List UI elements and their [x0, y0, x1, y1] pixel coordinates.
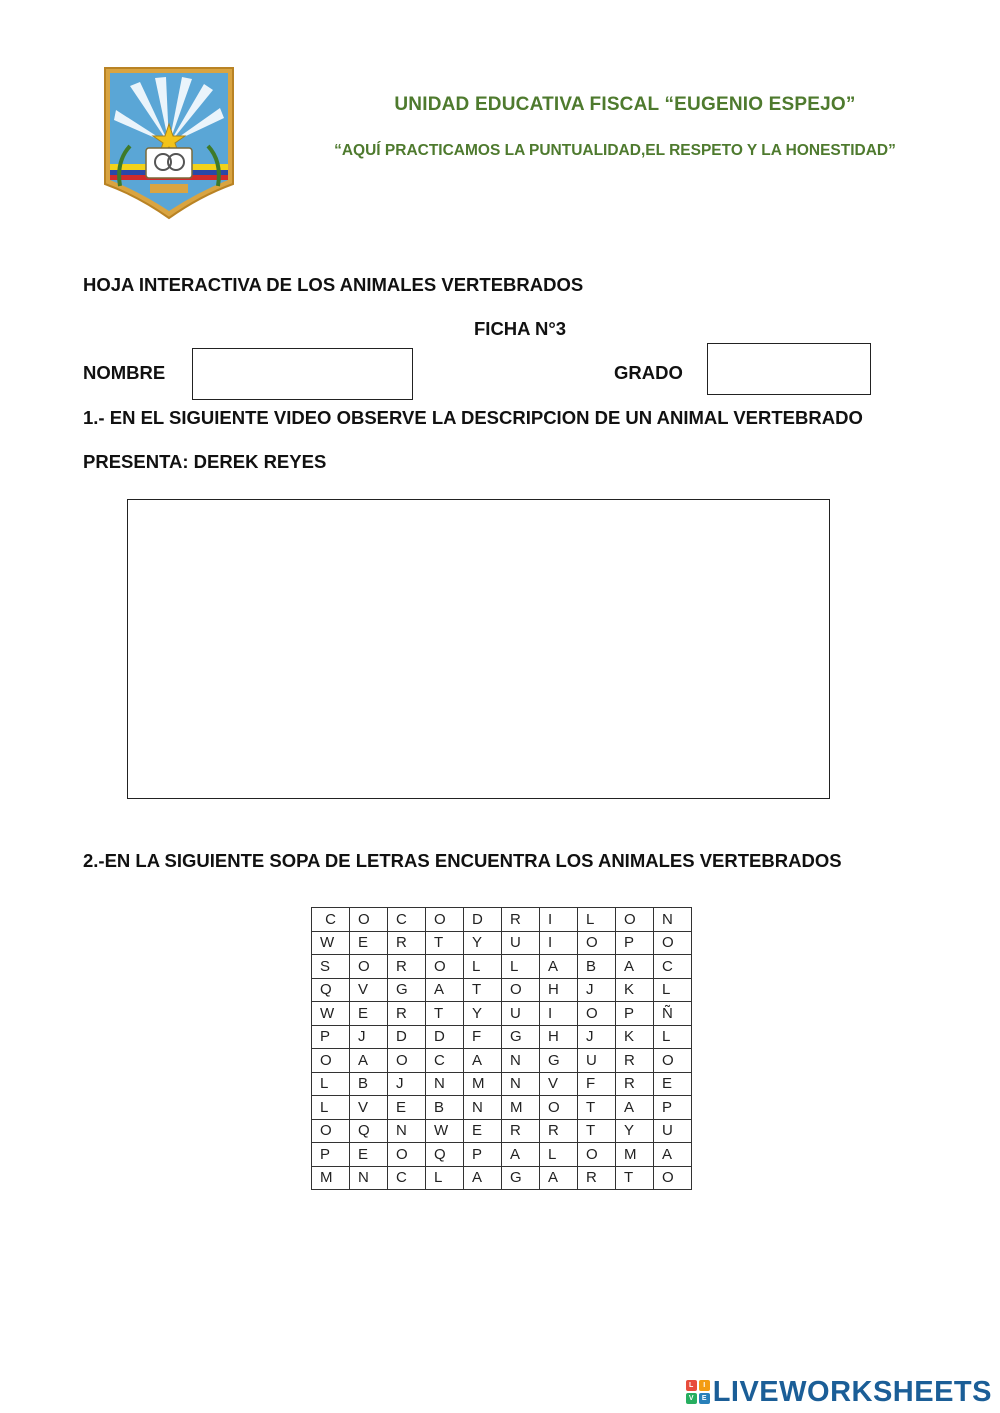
word-search-cell[interactable]: O — [426, 955, 464, 979]
word-search-cell[interactable]: I — [540, 1002, 578, 1026]
word-search-cell[interactable]: N — [502, 1072, 540, 1096]
word-search-cell[interactable]: K — [616, 1025, 654, 1049]
word-search-cell[interactable]: T — [426, 931, 464, 955]
brand-text: LIVEWORKSHEETS — [712, 1375, 992, 1408]
name-input-box[interactable] — [192, 348, 413, 400]
school-crest-logo — [100, 66, 238, 220]
word-search-cell[interactable]: J — [578, 1025, 616, 1049]
word-search-cell[interactable]: O — [578, 1002, 616, 1026]
word-search-cell[interactable]: A — [540, 955, 578, 979]
school-motto: “AQUÍ PRACTICAMOS LA PUNTUALIDAD,EL RESPETO Y LA HONESTIDAD” — [334, 142, 896, 159]
word-search-cell[interactable]: A — [654, 1143, 692, 1167]
word-search-cell[interactable]: B — [350, 1072, 388, 1096]
word-search-cell[interactable]: E — [350, 1143, 388, 1167]
word-search-cell[interactable]: R — [502, 908, 540, 932]
word-search-row — [312, 908, 692, 932]
word-search-cell[interactable]: A — [464, 1049, 502, 1073]
word-search-cell[interactable]: Ñ — [654, 1002, 692, 1026]
word-search-cell[interactable]: J — [350, 1025, 388, 1049]
word-search-cell[interactable]: L — [426, 1166, 464, 1190]
word-search-row — [312, 1096, 692, 1120]
word-search-cell[interactable]: O — [654, 1049, 692, 1073]
word-search-cell[interactable]: N — [426, 1072, 464, 1096]
word-search-row — [312, 1166, 692, 1190]
word-search-cell[interactable]: O — [654, 931, 692, 955]
word-search-cell[interactable]: Q — [350, 1119, 388, 1143]
word-search-cell[interactable]: J — [578, 978, 616, 1002]
brand-letter: I — [699, 1380, 710, 1391]
word-search-cell[interactable]: A — [540, 1166, 578, 1190]
word-search-cell[interactable]: M — [312, 1166, 350, 1190]
word-search-cell[interactable]: L — [654, 978, 692, 1002]
word-search-cell[interactable]: T — [578, 1119, 616, 1143]
grade-label: GRADO — [614, 362, 683, 383]
word-search-cell[interactable]: A — [426, 978, 464, 1002]
word-search-cell[interactable]: R — [616, 1049, 654, 1073]
word-search-cell[interactable]: B — [578, 955, 616, 979]
word-search-cell[interactable]: N — [388, 1119, 426, 1143]
word-search-row — [312, 978, 692, 1002]
word-search-cell[interactable]: D — [464, 908, 502, 932]
word-search-grid — [311, 907, 692, 1190]
word-search-cell[interactable]: M — [464, 1072, 502, 1096]
word-search-cell[interactable]: N — [502, 1049, 540, 1073]
word-search-cell[interactable]: A — [616, 955, 654, 979]
word-search-cell[interactable]: E — [350, 931, 388, 955]
word-search-cell[interactable]: T — [464, 978, 502, 1002]
word-search-cell[interactable]: R — [540, 1119, 578, 1143]
word-search-cell[interactable]: F — [578, 1072, 616, 1096]
word-search-cell[interactable]: O — [388, 1049, 426, 1073]
word-search-cell[interactable]: Y — [464, 1002, 502, 1026]
word-search-cell[interactable]: R — [388, 931, 426, 955]
word-search-cell[interactable]: O — [388, 1143, 426, 1167]
video-frame[interactable] — [127, 499, 830, 799]
word-search-row — [312, 955, 692, 979]
word-search-cell[interactable]: G — [502, 1025, 540, 1049]
word-search-cell[interactable]: L — [540, 1143, 578, 1167]
word-search-cell[interactable]: N — [350, 1166, 388, 1190]
word-search-cell[interactable]: L — [654, 1025, 692, 1049]
word-search-cell[interactable]: P — [464, 1143, 502, 1167]
word-search-cell[interactable]: E — [350, 1002, 388, 1026]
word-search-cell[interactable]: R — [388, 955, 426, 979]
word-search-cell[interactable]: O — [616, 908, 654, 932]
word-search-cell[interactable]: E — [464, 1119, 502, 1143]
word-search-row — [312, 931, 692, 955]
word-search-cell[interactable]: P — [312, 1143, 350, 1167]
word-search-cell[interactable]: C — [426, 1049, 464, 1073]
word-search-cell[interactable]: G — [502, 1166, 540, 1190]
word-search-cell[interactable]: A — [502, 1143, 540, 1167]
word-search-cell[interactable]: R — [502, 1119, 540, 1143]
word-search-cell[interactable]: I — [540, 931, 578, 955]
word-search-cell[interactable]: O — [578, 931, 616, 955]
word-search-cell[interactable]: V — [350, 978, 388, 1002]
grade-input-box[interactable] — [707, 343, 871, 395]
name-label: NOMBRE — [83, 362, 166, 383]
word-search-cell[interactable]: R — [616, 1072, 654, 1096]
word-search-cell[interactable]: G — [540, 1049, 578, 1073]
word-search-cell[interactable]: V — [350, 1096, 388, 1120]
word-search-cell[interactable]: Y — [464, 931, 502, 955]
presenter-label: PRESENTA: DEREK REYES — [83, 451, 327, 472]
word-search-cell[interactable]: C — [654, 955, 692, 979]
word-search-cell[interactable]: Q — [426, 1143, 464, 1167]
word-search-cell[interactable]: A — [616, 1096, 654, 1120]
word-search-cell[interactable]: W — [312, 931, 350, 955]
word-search-cell[interactable]: U — [578, 1049, 616, 1073]
brand-blocks-icon — [686, 1380, 710, 1404]
word-search-cell[interactable]: O — [350, 955, 388, 979]
word-search-cell[interactable]: E — [388, 1096, 426, 1120]
sheet-number: FICHA N°3 — [474, 318, 567, 339]
word-search-cell[interactable]: U — [502, 1002, 540, 1026]
word-search-cell[interactable]: L — [312, 1072, 350, 1096]
word-search-cell[interactable]: L — [312, 1096, 350, 1120]
word-search-cell[interactable]: I — [540, 908, 578, 932]
word-search-cell[interactable]: M — [616, 1143, 654, 1167]
word-search-cell[interactable]: T — [616, 1166, 654, 1190]
word-search-cell[interactable]: L — [502, 955, 540, 979]
word-search-cell[interactable]: F — [464, 1025, 502, 1049]
word-search-cell[interactable]: L — [464, 955, 502, 979]
word-search-cell[interactable]: M — [502, 1096, 540, 1120]
word-search-cell[interactable]: R — [388, 1002, 426, 1026]
word-search-row — [312, 1143, 692, 1167]
brand-letter: V — [686, 1393, 697, 1404]
word-search-cell[interactable]: O — [578, 1143, 616, 1167]
word-search-row — [312, 1002, 692, 1026]
word-search-cell[interactable]: T — [426, 1002, 464, 1026]
word-search-cell[interactable]: O — [654, 1166, 692, 1190]
word-search-row — [312, 1119, 692, 1143]
word-search-cell[interactable]: O — [350, 908, 388, 932]
question-1: 1.- EN EL SIGUIENTE VIDEO OBSERVE LA DESCRIPCION DE UN ANIMAL VERTEBRADO — [83, 407, 863, 428]
word-search-cell[interactable]: K — [616, 978, 654, 1002]
word-search-cell[interactable]: U — [502, 931, 540, 955]
liveworksheets-logo — [686, 1372, 992, 1412]
word-search-cell[interactable]: C — [388, 1166, 426, 1190]
word-search-cell[interactable]: P — [654, 1096, 692, 1120]
word-search-cell[interactable]: H — [540, 1025, 578, 1049]
worksheet-title: HOJA INTERACTIVA DE LOS ANIMALES VERTEBRADOS — [83, 274, 584, 295]
word-search-cell[interactable]: P — [616, 931, 654, 955]
word-search-cell[interactable]: O — [426, 908, 464, 932]
brand-letter: L — [686, 1380, 697, 1391]
word-search-row — [312, 1049, 692, 1073]
word-search-cell[interactable]: B — [426, 1096, 464, 1120]
word-search-row — [312, 1025, 692, 1049]
word-search-cell[interactable]: D — [388, 1025, 426, 1049]
word-search-cell[interactable]: P — [616, 1002, 654, 1026]
word-search-cell[interactable]: W — [312, 1002, 350, 1026]
school-name: UNIDAD EDUCATIVA FISCAL “EUGENIO ESPEJO” — [394, 94, 856, 115]
question-2: 2.-EN LA SIGUIENTE SOPA DE LETRAS ENCUENTRA LOS ANIMALES VERTEBRADOS — [83, 850, 842, 871]
word-search-cell[interactable]: G — [388, 978, 426, 1002]
word-search-cell[interactable]: N — [654, 908, 692, 932]
word-search-cell[interactable]: Q — [312, 978, 350, 1002]
word-search-cell[interactable]: O — [540, 1096, 578, 1120]
word-search-cell[interactable]: D — [426, 1025, 464, 1049]
word-search-row — [312, 1072, 692, 1096]
word-search-cell[interactable]: V — [540, 1072, 578, 1096]
word-search-cell[interactable]: N — [464, 1096, 502, 1120]
word-search-cell[interactable]: H — [540, 978, 578, 1002]
word-search-cell[interactable]: O — [312, 1049, 350, 1073]
word-search-cell[interactable]: R — [578, 1166, 616, 1190]
word-search-cell[interactable]: L — [578, 908, 616, 932]
word-search-cell[interactable]: A — [464, 1166, 502, 1190]
word-search-cell[interactable]: P — [312, 1025, 350, 1049]
word-search-cell[interactable]: W — [426, 1119, 464, 1143]
word-search-cell[interactable]: C — [388, 908, 426, 932]
word-search-cell[interactable]: O — [312, 1119, 350, 1143]
word-search-cell[interactable]: O — [502, 978, 540, 1002]
word-search-cell[interactable]: U — [654, 1119, 692, 1143]
word-search-cell[interactable]: T — [578, 1096, 616, 1120]
word-search-cell[interactable]: J — [388, 1072, 426, 1096]
word-search-cell[interactable]: S — [312, 955, 350, 979]
word-search-cell[interactable]: C — [312, 908, 350, 932]
brand-letter: E — [699, 1393, 710, 1404]
word-search-cell[interactable]: E — [654, 1072, 692, 1096]
word-search-cell[interactable]: Y — [616, 1119, 654, 1143]
word-search-cell[interactable]: A — [350, 1049, 388, 1073]
